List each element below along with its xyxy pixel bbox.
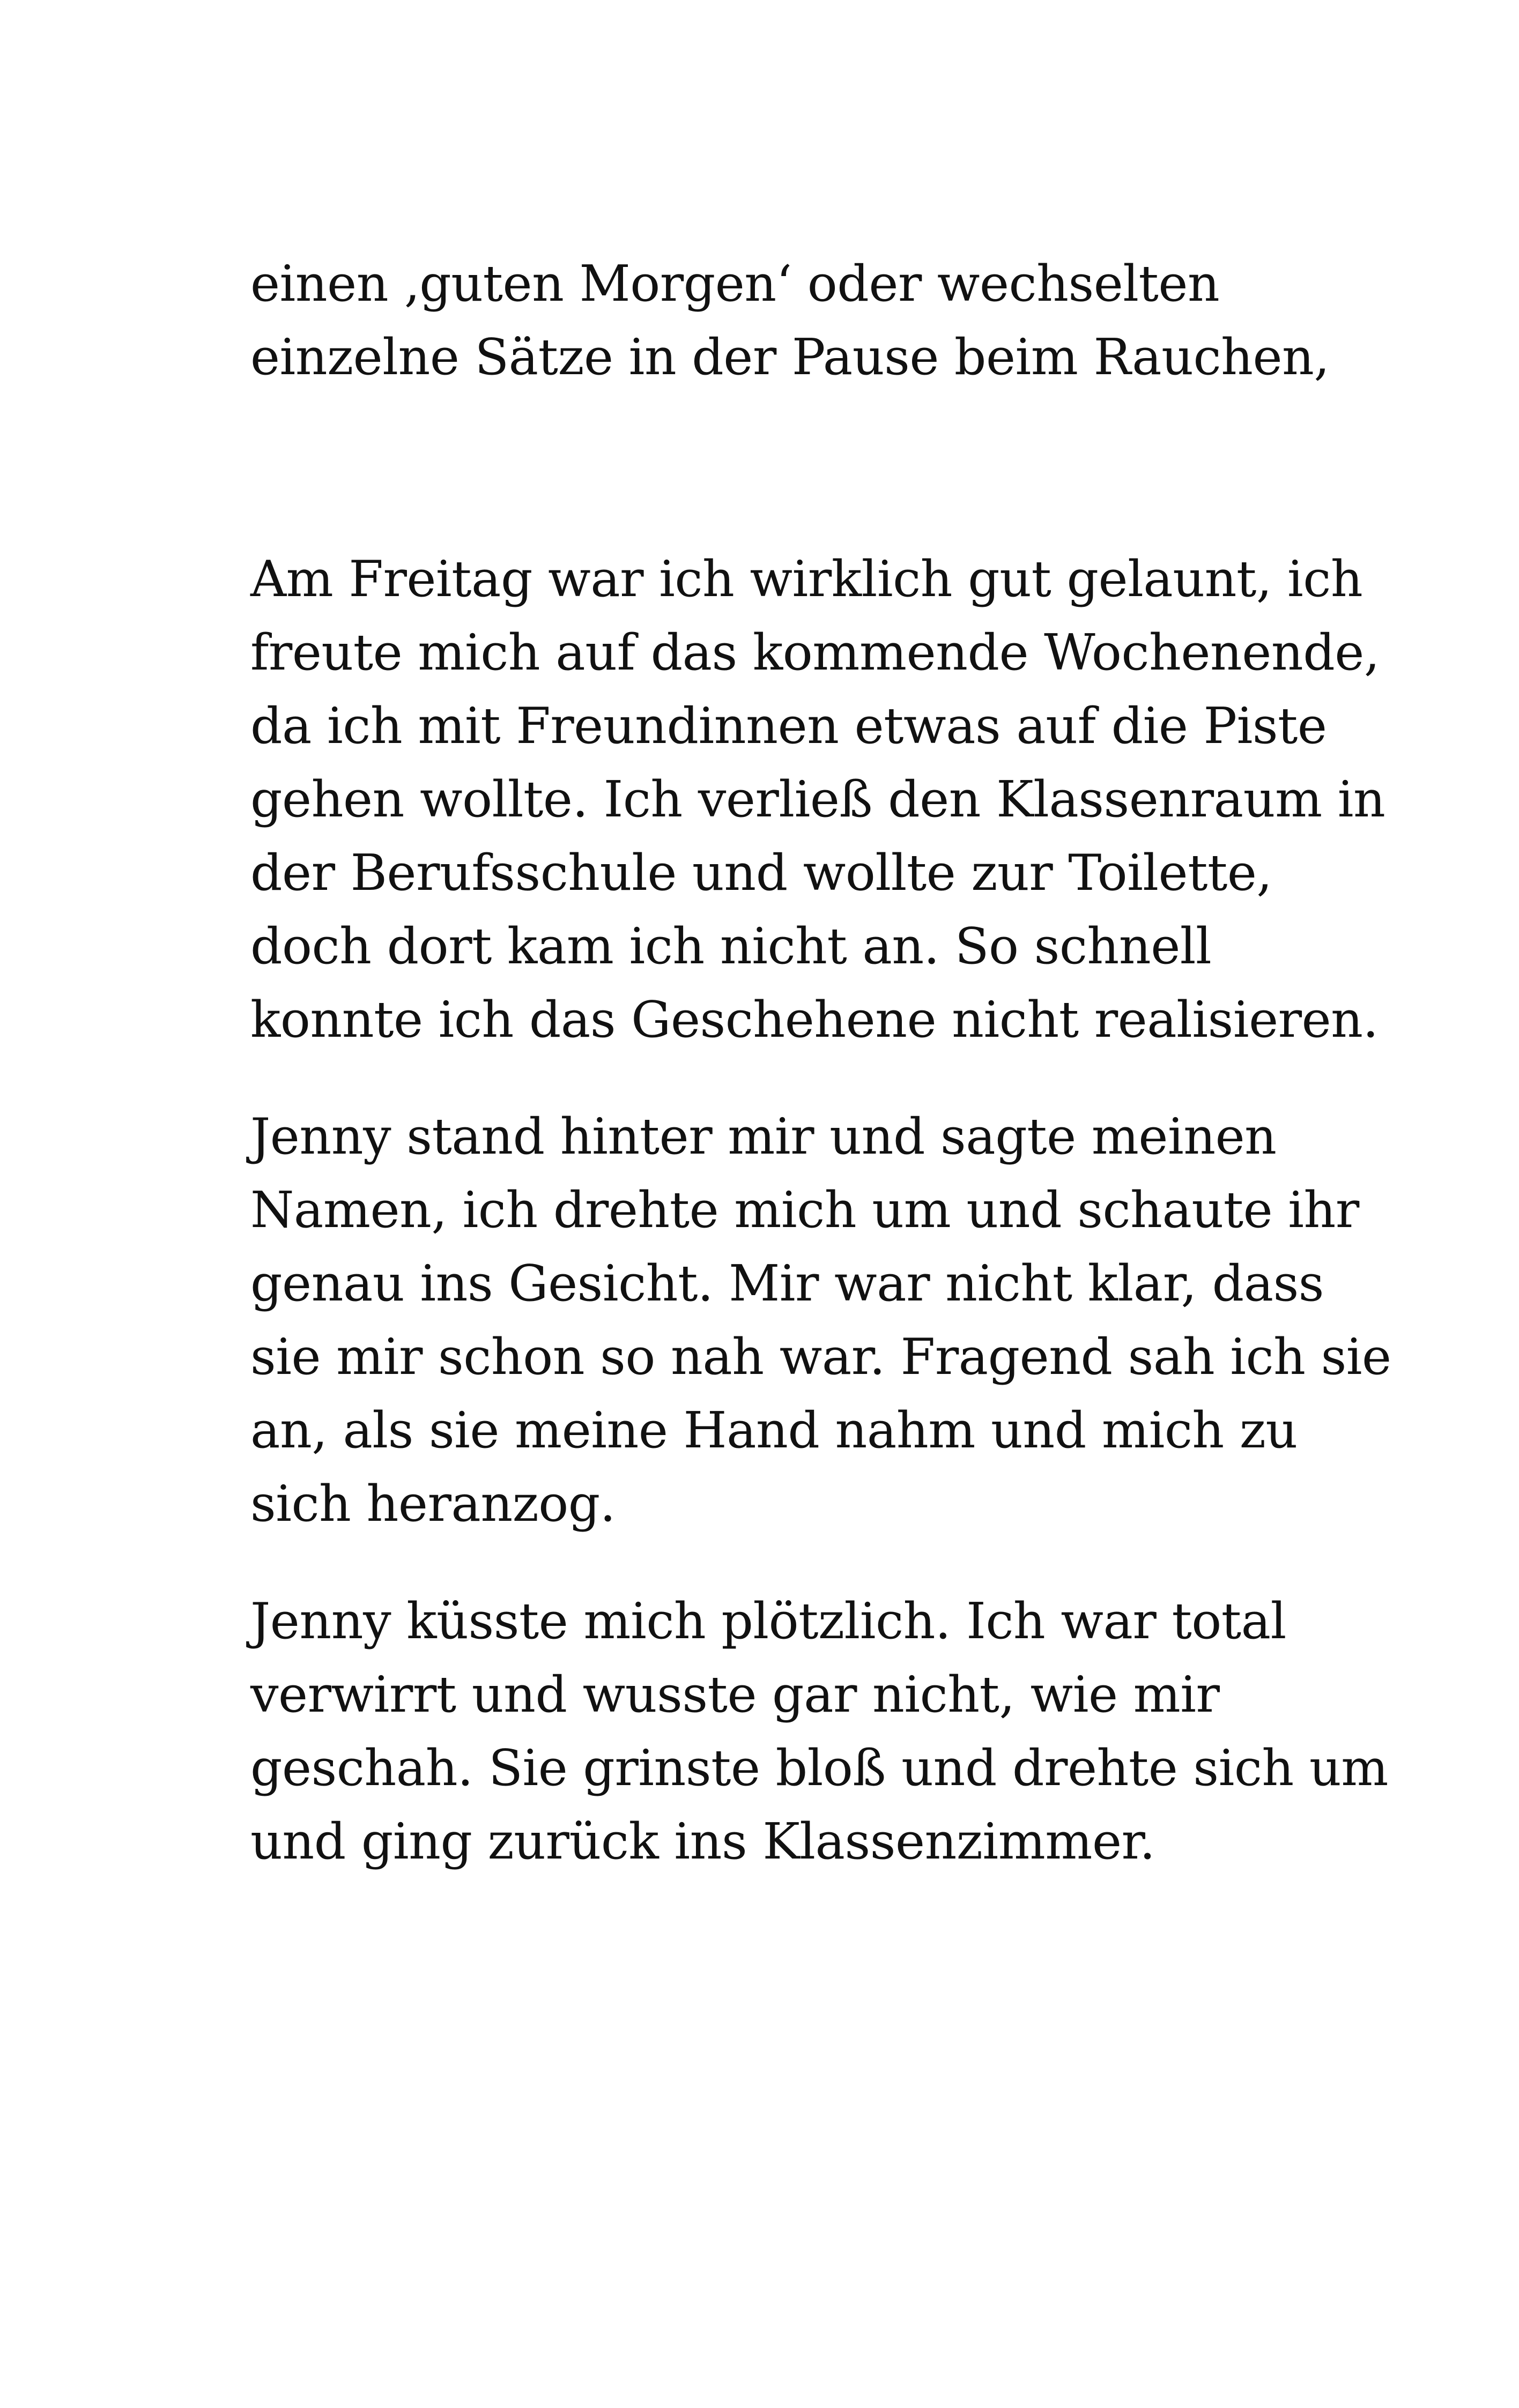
paragraph-continuation xyxy=(250,247,1366,394)
paragraph-jenny-stand xyxy=(250,1100,1391,1541)
paragraph-jenny-kuesste xyxy=(250,1585,1388,1878)
text-line: Am Freitag war ich wirklich gut gelaunt, ich xyxy=(250,550,1363,608)
text-line: der Berufsschule und wollte zur Toilette, xyxy=(250,844,1272,902)
text-line: an, als sie meine Hand nahm und mich zu xyxy=(250,1401,1298,1459)
text-line: einen ‚guten Morgen‘ oder wechselten xyxy=(250,255,1220,313)
text-line: einzelne Sätze in der Pause beim Rauchen, xyxy=(250,328,1330,386)
text-line: sie mir schon so nah war. Fragend sah ich sie xyxy=(250,1328,1391,1386)
text-line: Namen, ich drehte mich um und schaute ihr xyxy=(250,1181,1359,1239)
text-line: sich heranzog. xyxy=(250,1475,616,1533)
text-line: und ging zurück ins Klassenzimmer. xyxy=(250,1812,1155,1870)
text-line: Jenny stand hinter mir und sagte meinen xyxy=(250,1108,1277,1165)
text-line: genau ins Gesicht. Mir war nicht klar, dass xyxy=(250,1254,1324,1312)
text-line: da ich mit Freundinnen etwas auf die Piste xyxy=(250,697,1327,755)
text-line: doch dort kam ich nicht an. So schnell xyxy=(250,917,1212,975)
text-line: freute mich auf das kommende Wochenende, xyxy=(250,623,1380,681)
text-line: verwirrt und wusste gar nicht, wie mir xyxy=(250,1666,1220,1723)
text-line: konnte ich das Geschehene nicht realisieren. xyxy=(250,991,1379,1049)
text-line: Jenny küsste mich plötzlich. Ich war total xyxy=(250,1592,1286,1650)
text-line: geschah. Sie grinste bloß und drehte sich um xyxy=(250,1739,1388,1797)
text-line: gehen wollte. Ich verließ den Klassenraum in xyxy=(250,770,1385,828)
paragraph-freitag xyxy=(250,542,1385,1057)
